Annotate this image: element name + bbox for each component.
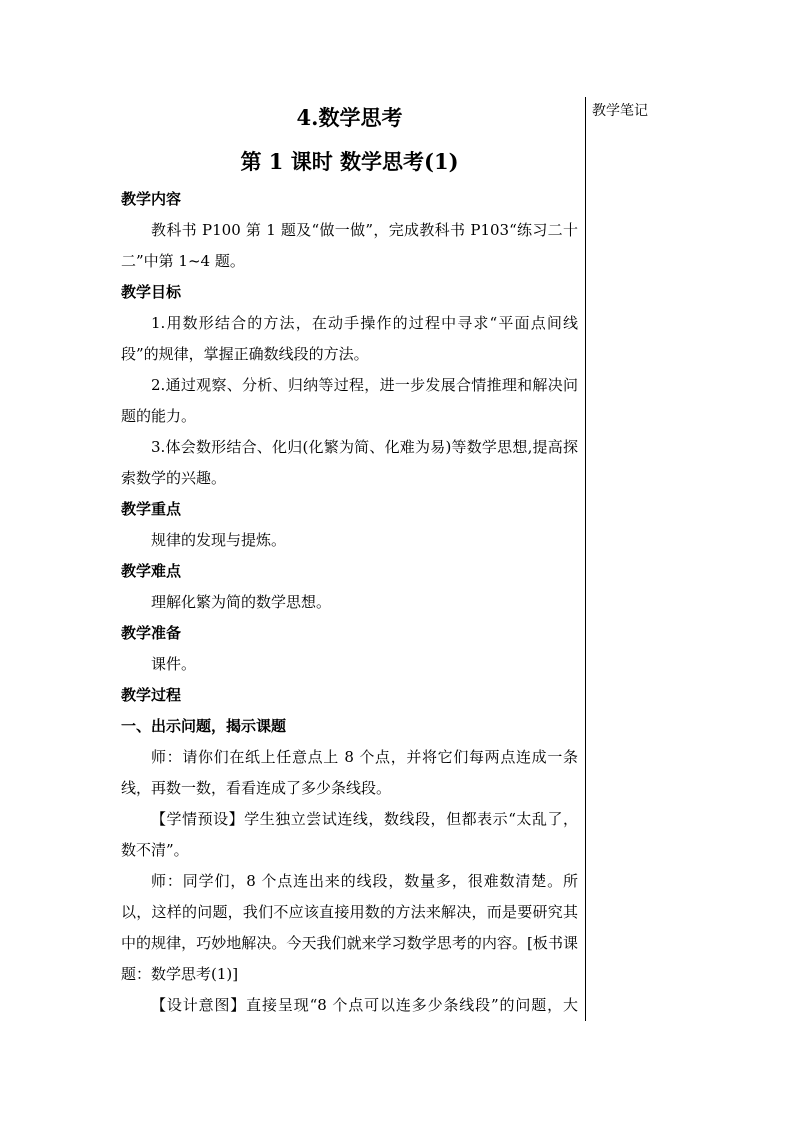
process-part-heading: 一、出示问题，揭示课题 [121, 717, 287, 735]
lesson-title: 第 1 课时 数学思考(1) [240, 149, 459, 174]
process-paragraph: 【设计意图】直接呈现“8 个点可以连多少条线段”的问题，大 [151, 996, 578, 1014]
process-paragraph: 师：同学们，8 个点连出来的线段，数量多，很难数清楚。所以，这样的问题，我们不应该直接用数的方法来解决，而是要研究其中的规律，巧妙地解决。今天我们就来学习数学思考的内容。[板书课题：数学思考(1)] [121, 872, 578, 983]
teaching-notes-label: 教学笔记 [592, 103, 648, 119]
content-paragraph: 教科书 P100 第 1 题及“做一做”，完成教科书 P103“练习二十二”中第 1~4 题。 [121, 221, 578, 270]
process-paragraph: 师：请你们在纸上任意点上 8 个点，并将它们每两点连成一条线，再数一数，看看连成了多少条线段。 [121, 748, 578, 797]
preparation-paragraph: 课件。 [151, 655, 197, 673]
section-heading-difficulty: 教学难点 [121, 562, 182, 580]
goal-item: 2.通过观察、分析、归纳等过程，进一步发展合情推理和解决问题的能力。 [121, 376, 578, 425]
section-heading-key-point: 教学重点 [121, 500, 182, 518]
section-heading-process: 教学过程 [121, 686, 182, 704]
section-heading-content: 教学内容 [121, 190, 182, 208]
goal-item: 1.用数形结合的方法，在动手操作的过程中寻求“平面点间线段”的规律，掌握正确数线段的方法。 [121, 314, 578, 363]
section-heading-preparation: 教学准备 [121, 624, 182, 642]
goal-item: 3.体会数形结合、化归(化繁为简、化难为易)等数学思想,提高探索数学的兴趣。 [121, 438, 578, 487]
difficulty-paragraph: 理解化繁为简的数学思想。 [151, 593, 332, 611]
key-point-paragraph: 规律的发现与提炼。 [151, 531, 287, 549]
section-heading-goals: 教学目标 [121, 283, 182, 301]
chapter-title: 4.数学思考 [296, 105, 403, 130]
process-paragraph: 【学情预设】学生独立尝试连线，数线段，但都表示“太乱了，数不清”。 [121, 810, 578, 859]
main-content-column [121, 100, 578, 1021]
column-divider [585, 97, 586, 1021]
